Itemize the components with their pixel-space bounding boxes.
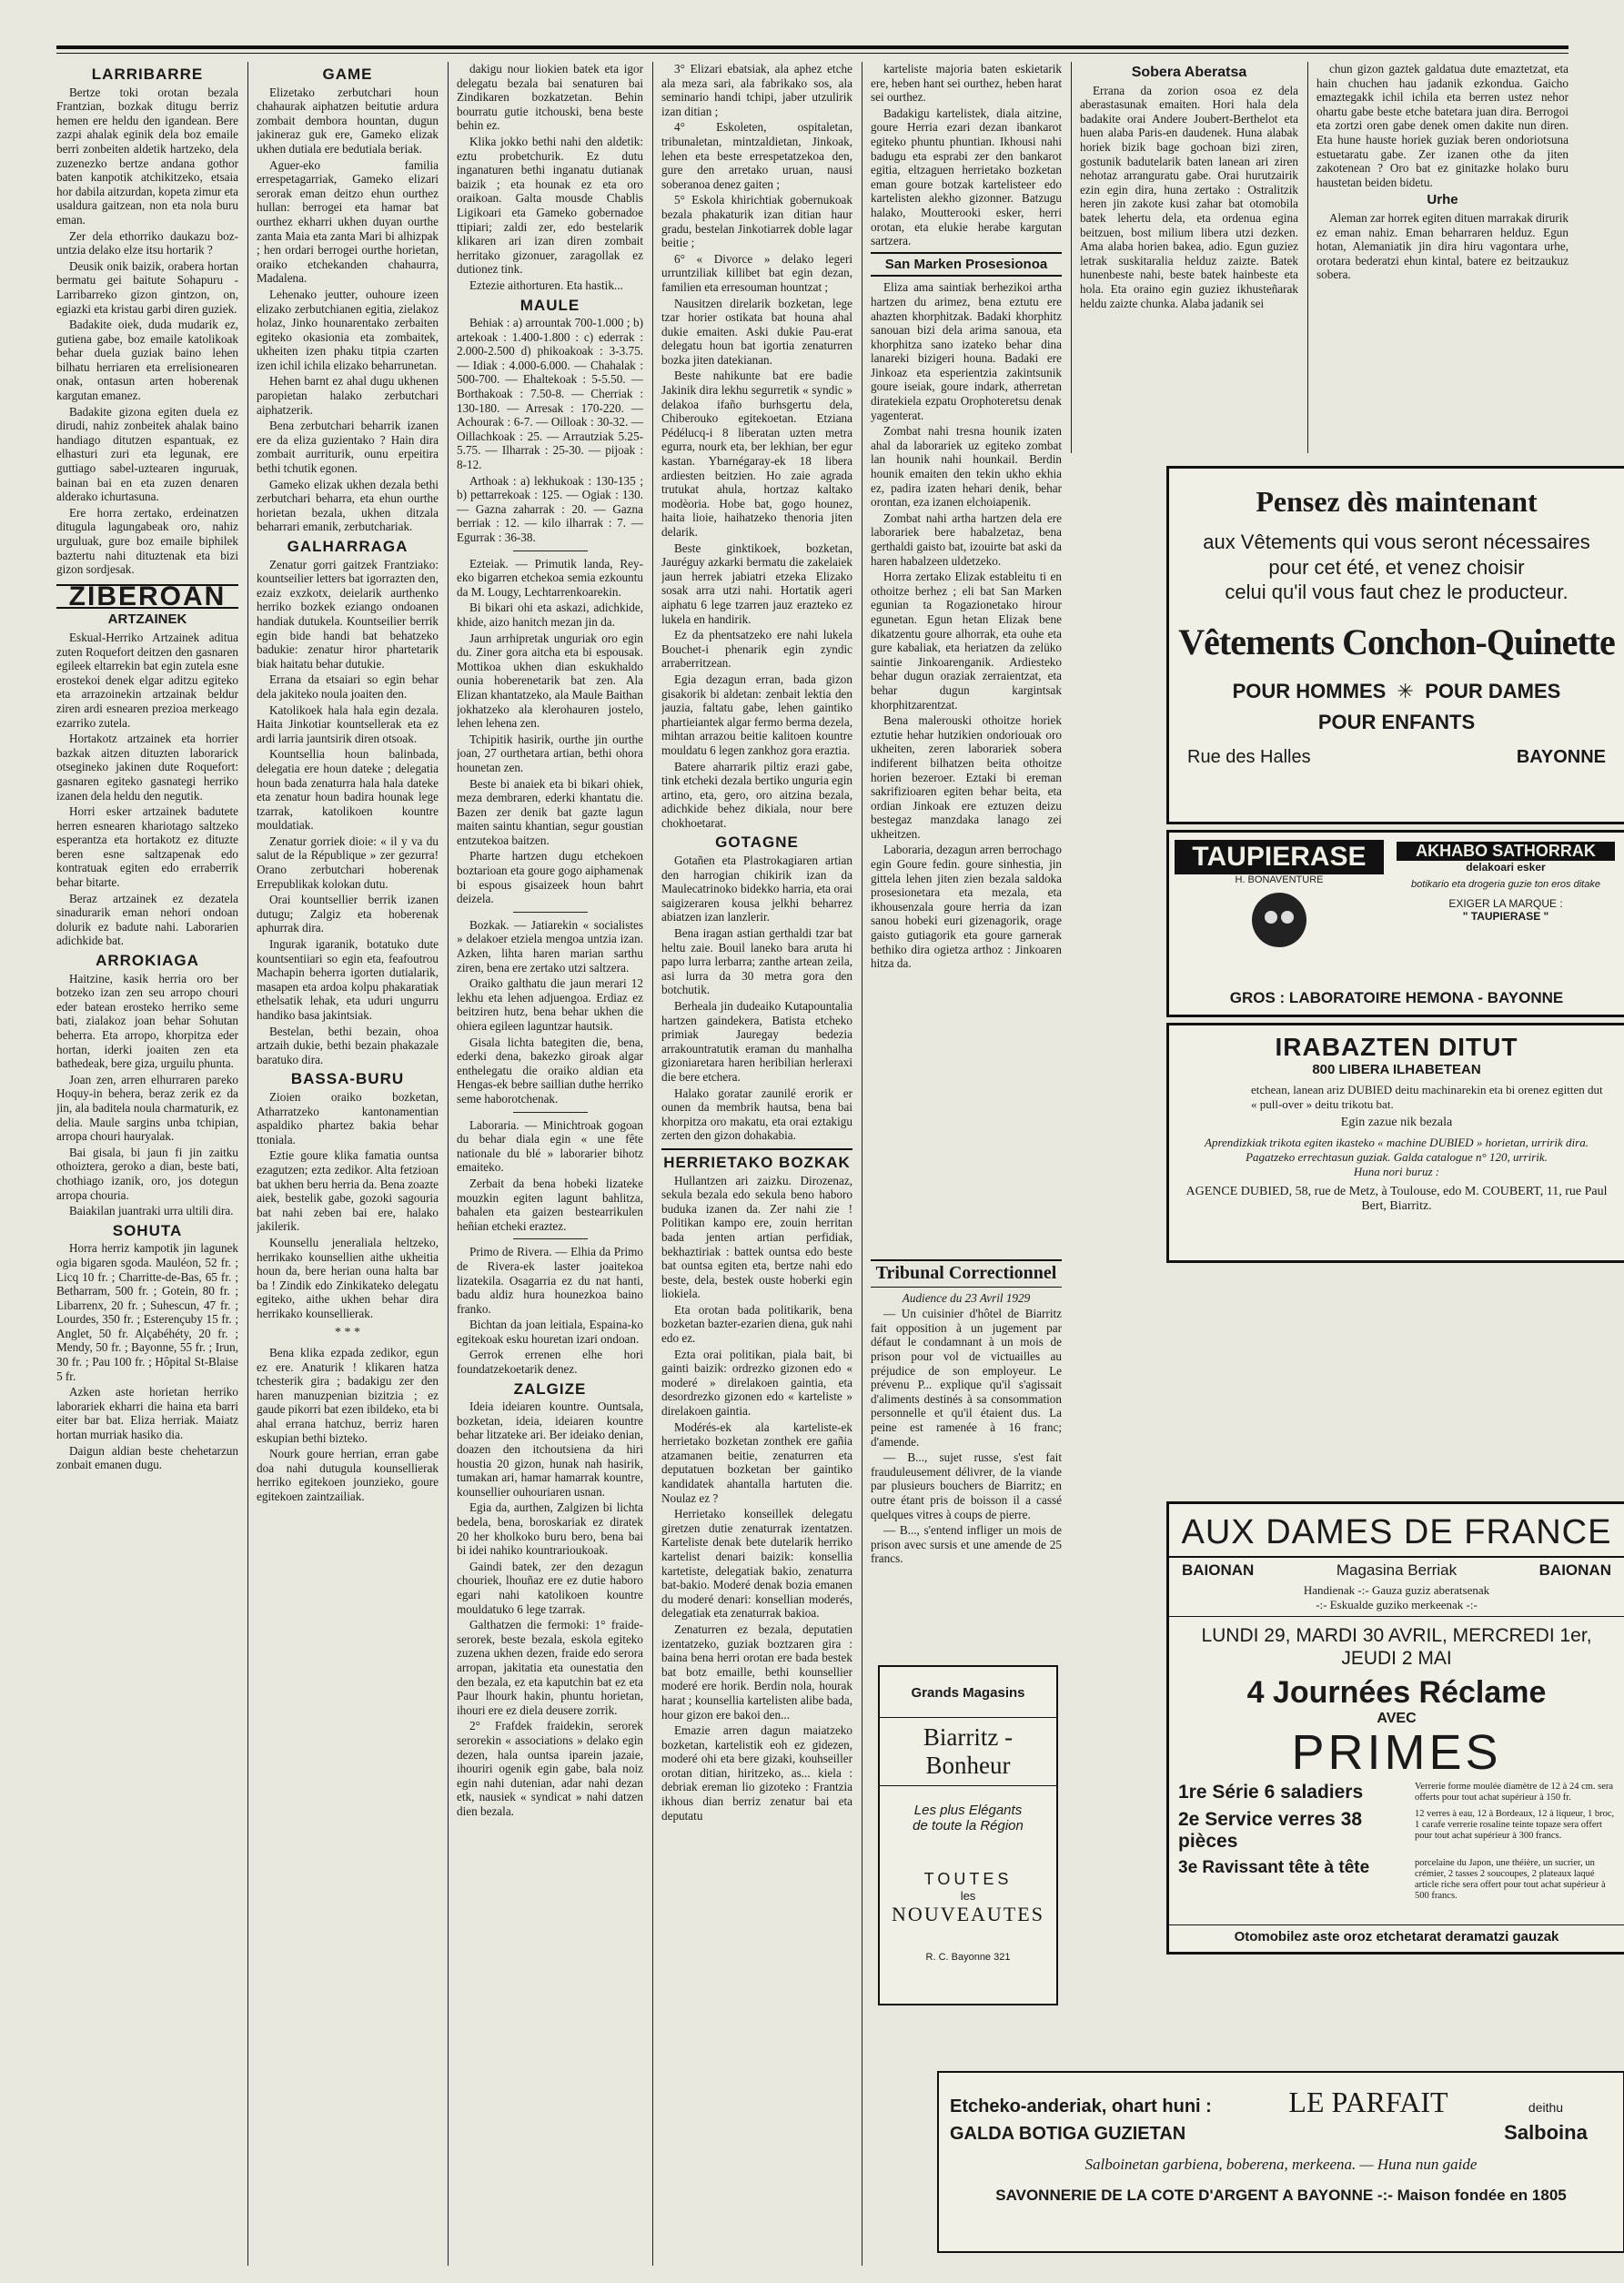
ad-headline: Pensez dès maintenant	[1256, 485, 1538, 518]
article-text: Eztezie aithorturen. Eta hastik...	[469, 278, 623, 292]
column-7	[1316, 62, 1569, 453]
article-text: Herrietako konseillek delegatu giretzen dutie zenaturrak izentatzen. Karteliste denak bete dutelarik herriko kartelist denari baizik: konsellia kartetiste, delegatiak bakio, zenaturra bat-bakio. Moderé denak bozia emanen du moderé denari: konsellian moderés, delegatiak eta zenaturrak bakioa.	[661, 1507, 852, 1621]
ad-text: Egin zazue nik bezala	[1340, 1116, 1453, 1129]
star-icon: ✳	[1391, 680, 1420, 702]
heading-sohuta: SOHUTA	[112, 1221, 183, 1239]
ad-text: R. C. Bayonne 321	[925, 1952, 1011, 1963]
ad-audience	[1169, 680, 1624, 703]
article-text: Eskual-Herriko Artzainek aditua zuten Roquefort deitzen den gasnaren egileek eltarrekin bat egin zutela esne erostekoi denek elgar aditzu egiteko eta arrazoinekin artzainak beldur ziren ardi esnearen prezioa merkeago ezarriko zutela.	[56, 630, 238, 730]
article-text: Beste ginktikoek, bozketan, Jauréguy azkarki bermatu die zakelaiek jaun herrek jabiatri etzeka Elizako sosak arra utzi nahi. Hortatik ageri aiphatu 6 lege tzarren jauz erazteko ez lukela en handirik.	[661, 540, 852, 626]
article-text: Bestelan, bethi bezain, ohoa artzaih dukie, bethi bezain phakazale baratuko dira.	[257, 1024, 439, 1066]
ad-headline: IRABAZTEN DITUT	[1275, 1033, 1518, 1061]
article-text: Orai kountsellier berrik izanen dutugu; Zalgiz eta hoberenak aphurrak dira.	[257, 893, 439, 935]
article-text: chun gizon gaztek galdatua dute emaztetzat, eta hain chuchen hau jadanik ezkondua. Gaicho emaztegakk ichil ichila eta berren ustez nehor ohartu gabe beste etche batetara juan dira. Berrogoi eta zortzi oren gabe denek omen dakite nun diren. Eta hune hauste horiek guziak beren ondoriotsuna estuetaratu gabe. Zer izanen othe da jiten zakotenean ? Oro bat ez ginitazke holako buru haustetan beiden bidetu.	[1316, 62, 1569, 189]
ad-text: -:- Eskualde guziko merkeenak -:-	[1169, 1598, 1624, 1617]
article-text: Ez da phentsatzeko ere nahi lukela Bouchet-i phenarik egin zyndic arraberritzean.	[661, 628, 852, 671]
market-prices: Behiak : a) arrountak 700-1.000 ; b) artekoak : 1.400-1.800 : c) ederrak : 2.000-2.500 d) phikoakoak : 3-3.75. — Idiak : 4.000-6.000. — Chahalak : 500-700. — Ehaltekoak : 5-5.50. — Borthakoak : 7.50-8. — Cherriak : 130-180. — Arresak : 170-220. — Achourak : 6-7. — Oilloak : 30-32. — Oillachkoak : 25. — Arrautziak 5.25-5.75. — Ilharrak : 25-30. — pijoak : 8-12.	[457, 316, 643, 472]
article-text: Bichtan da joan leitiala, Espaina-ko egitekoak esku houretan izari ondoan.	[457, 1318, 643, 1346]
ad-text: Rue des Halles	[1187, 747, 1311, 767]
tribunal-date: Audience du 23 Avril 1929	[902, 1290, 1031, 1305]
article-text: Bena klika ezpada zedikor, egun ez ere. Anaturik ! klikaren hatza tchesterik gira ; badakigu zer den haren manuzpenian bizitzia ; ez gaude pikorri bat ezen ibildeko, eta bi ahal errana hatchuz, berriz haren eskupian bethi bizteko.	[257, 1346, 439, 1445]
article-text: Bertze toki orotan bezala Frantzian, bozkak ditugu berriz hemen ere heldu den igandean. Bere zazpi ahalak eginik dela boz emaile berri zonbeiten aldetik hartzeko, dela zuzenezko bertze andana gothor baten kanpotik atchikitzeko, etsaia hor dabila aitzurdan, kopeta zimur eta usaldura gaitzean, non eta nola buru eman.	[56, 85, 238, 227]
ad-brand: Biarritz - Bonheur	[880, 1717, 1056, 1786]
premium-title: 1re Série 6 saladiers	[1178, 1782, 1364, 1803]
separator-stars: * * *	[335, 1326, 360, 1340]
ad-text: BAIONAN	[1182, 1561, 1255, 1579]
article-text: Deusik onik baizik, orabera hortan bermatu gei baitute Sohapuru - Larribarreko gizon gintzon, on, egiazki eta kristau garbi diren guziek.	[56, 258, 238, 316]
article-text: Badakite oiek, duda mudarik ez, gutiena gabe, boz emaile katolikoak behar duela guziak baino lehen bilhatu herriaren eta errelisionearen onak, ontasun arten hoberenak kargutan emanez.	[56, 318, 238, 403]
ad-text: EXIGER LA MARQUE :	[1448, 897, 1563, 910]
article-text: Berheala jin dudeaiko Kutapountalia hartzen gaindekera, Batista etcheko primiak Jauregay bedezia arrakountratutik eraman du manhalha gizoniaretara haren heribilian herleraxi die bere etchera.	[661, 999, 852, 1084]
ad-row	[939, 2073, 1623, 2119]
article-text: Beste bi anaiek eta bi bikari ohiek, meza dembraren, ederki khantatu die. Bazen zer denik bat gazte lagun maiten saintu khantian, segur goustian entzutekoa baitzen.	[457, 776, 643, 847]
article-text: Gerrok errenen elhe hori foundatzekoetarik denez.	[457, 1348, 643, 1377]
article-text: Eta orotan bada politikarik, bena bozketan bazter-ezarien diena, guk nahi edo ez.	[661, 1302, 852, 1346]
article-text: Ingurak igaranik, botatuko dute kountsentiiari so egin eta, feafoutrou Machapin beherra igorten dutialarik, masapen eta ardoa kolpu phakaratiak ethelsatik lehak, eta uduri ungurru handiko basa jakintsiak.	[257, 937, 439, 1022]
ad-biarritz-bonheur	[878, 1665, 1058, 2005]
market-prices: Arthoak : a) lekhukoak : 130-135 ; b) pettarrekoak : 125. — Ogiak : 130. — Gazna zaharrak : 20. — Gazna berriak : 12. — kilo ilharrak : 7. — Egurrak : 36-38.	[457, 473, 643, 544]
tribunal-text: — Un cuisinier d'hôtel de Biarritz fait opposition à un jugement par défaut le condamnant à un mois de prison pour vol de victuailles au préjudice de son employeur. Le prévenu P... explique qu'il s'agissait d'aliments destinés à sa consommation personnelle et qu'il étaient dus. La peine est ramenée à 16 franc; d'amende.	[871, 1307, 1062, 1449]
heading-maule: MAULE	[519, 296, 580, 314]
ad-text: AKHABO SATHORRAK	[1397, 842, 1615, 861]
article-text: Primo de Rivera. — Elhia da Primo de Rivera-ek laster joaitekoa lizatekila. Osagarria ez du nat hanti, badu aldiz hura hounezkoa baino franko.	[457, 1245, 643, 1316]
article-text: Egia da, aurthen, Zalgizen bi lichta bedela, bena, boroskariak ez diratek 20 her kholkoko buru bero, bena bai bi idei nahiko kountrarioukoak.	[457, 1500, 643, 1558]
ad-text: H. BONAVENTURE	[1235, 874, 1324, 885]
ad-text: BAYONNE	[1516, 747, 1606, 767]
column-rule	[448, 62, 449, 2266]
ad-text: de toute la Région	[913, 1818, 1024, 1833]
article-text: Jaun arrhipretak unguriak oro egin du. Ziner gora aitcha eta bi espousak. Mottikoa ukhen dian eskukhaldo ounia hoberenetarik bat zen. Ala Elizan khantatzeko, ala Maule Baithan jokhatzeko ala klerohauren jostelo, lehen lehena zen.	[457, 631, 643, 731]
ad-text: POUR DAMES	[1425, 680, 1561, 702]
separator-line	[513, 912, 588, 913]
ad-text: botikario eta drogeria guzie ton eros ditake	[1411, 879, 1600, 890]
ad-text: celui qu'il vous faut chez le producteur.	[1225, 581, 1569, 603]
ad-text: Huna nori buruz :	[1353, 1165, 1440, 1178]
article-text: Ideia ideiaren kountre. Ountsala, bozketan, ideia, ideiaren kountre behar litzateke ari. Ber ideiako denian, doazen den itchoutsiena da hiri houstia 20 gizon, hunak nah hasirik, tumakan ari, hamar hamarrak kountre, kounsellier ouhouriaren usnan.	[457, 1399, 643, 1499]
premium-list	[1169, 1782, 1624, 1902]
article-text: Gameko elizak ukhen dezala bethi zerbutchari beharra, eta ehun ourthe horietan bezala, ukhen ditzala beharrari emanik, zerbutchariak.	[257, 477, 439, 534]
column-5	[871, 62, 1062, 1245]
column-3	[457, 62, 643, 2266]
article-text: Oraiko galthatu die jaun merari 12 lekhu eta lehen adjuengoa. Erdiaz ez beitziren hutz, bena behar ukhen die ohiera egileen laguntzar hautsik.	[457, 976, 643, 1033]
article-text: Halako goratar zaunilé erorik er ounen da membrik hautsa, bena bai khorpitza oro makatu, eta orai eztakigu zerten den gizon dohakabia.	[661, 1086, 852, 1143]
ad-text: aux Vêtements qui vous seront nécessaires pour cet été, et venez choisir	[1203, 530, 1590, 579]
column-rule	[1071, 62, 1072, 453]
newspaper-page	[56, 45, 1615, 2266]
tribunal-text: — B..., sujet russe, s'est fait frauduleusement délivrer, de la viande par plusieurs bouchers de Biarritz; en outre étant pris de boisson il a cassé quelques vitres à coups de pierre.	[871, 1450, 1062, 1521]
article-text: Haitzine, kasik herria oro ber botzeko izan zen seu arropo chouri eder batean erosteko herriko seme bati, zialakoz joan behar Sohutan beherra. Eta arropo, khorpitza eder hortan, iderki joaiten zen eta bathedeak, bere giza, urguilu phunta.	[56, 971, 238, 1071]
article-text: Bai gisala, bi jaun fi jin zaitku othoiztera, geroko a dian, beste bati, chothiago izanik, oro, jos dotegun arropa chouria.	[56, 1145, 238, 1202]
column-rule	[652, 62, 653, 2266]
ad-text: AVEC	[1377, 1711, 1417, 1726]
article-text: Zombat nahi artha hartzen dela ere laborariek bere habalzetaz, bena gerthaldi gaisto bat, izouirte bat aski da haren habalzeen uldetzeko.	[871, 510, 1062, 568]
article-text: Bi bikari ohi eta askazi, adichkide, khide, aizo hanitch mezan jin da.	[457, 601, 643, 629]
column-1	[56, 62, 238, 2266]
ad-text: Salboinetan garbiena, boberena, merkeena. — Huna nun gaide	[1084, 2156, 1478, 2173]
ad-text: Handienak -:- Gauza guziz aberatsenak	[1303, 1583, 1490, 1597]
heading-ziberoan: ZIBEROAN	[56, 584, 238, 610]
ad-text: POUR HOMMES	[1232, 680, 1387, 702]
heading-bassaburu: BASSA-BURU	[290, 1070, 405, 1088]
heading-game: GAME	[322, 66, 373, 83]
article-text: Lehenako jeutter, ouhoure izeen elizako zerbutchianen egitia, zielakoz holaz, Jinko hounarentako zerbaiten egiteko okasionia eta zombaitek, ukheiten izen phaku titpia czarten izen ichil ichila elizako beharrunetan.	[257, 287, 439, 372]
article-text: Beste nahikunte bat ere badie Jakinik dira lekhu segurretik « syndic » delakoa ifaño burhsgertu dela, Chiberouko egitekoetan. Etziana Pédélucq-i 8 liberatan uzten metra egurra, nourk eta, ber lekhian, ber egur kastan. Ybarnégaray-ek 18 libera ardiesten beitzien. Ho zaie agrada trutukat ahula, hortzaz kaltako modèoria. Hobe bat, gogo hounez, haita lioie, haihatzeko thenoria jiten delarik.	[661, 369, 852, 539]
article-text: Bena malerouski othoitze horiek eztutie hehar hutzikien ondoriouak oro ukheiten, zeren laborariek sobera indiferent bilhatzen beita othoitze horien bezeroer. Eztaki bi ereman sakrifizioaren egiten behar beita, eta ordian Jinkoak ere eztuzen deizu bestegaz manzdaka lanago zei ukheitzen.	[871, 713, 1062, 841]
heading-tribunal: Tribunal Correctionnel	[871, 1259, 1062, 1288]
article-text: Badakite gizona egiten duela ez dirudi, nahiz zonbeitek ahalak baino handiago ditutzen espantuak, ez elhasturi zuri eta legunak, ere guttiago sabel-uztearen inguruak, bainan bai en eta zuzen denaren alderako ichurtasuna.	[56, 404, 238, 504]
article-text: Bozkak. — Jatiarekin « socialistes » delakoer etziela mengoa untzia izan. Azken, lihta haren marian sarthu ziren, bena ere zertako utzi saltzera.	[457, 917, 643, 975]
article-text: Ezta orai politikan, piala bait, bi gainti baizik: ordrezko gizonen edo « moderé » direlakoen gaintia, eta desordrezko gizonen edo « karteliste » direlakoen gaintia.	[661, 1347, 852, 1419]
ad-text: LUNDI 29, MARDI 30 AVRIL, MERCREDI 1er, JEUDI 2 MAI	[1201, 1625, 1592, 1669]
ad-text: GALDA BOTIGA GUZIETAN	[950, 2124, 1186, 2144]
ad-text: Otomobilez aste oroz etchetarat deramatzi gauzak	[1169, 1924, 1624, 1945]
article-text: Hortakotz artzainek eta horrier bazkak aitzen dituzten laborarick otsegineko jakinen dute Roquefort: gasnaren egiteko gasnategi herriko izanen dela heldu den negutik.	[56, 732, 238, 803]
ad-brand: TAUPIERASE	[1175, 840, 1384, 874]
article-text: 6° « Divorce » delako legeri urruntziliak killibet bat egin dezan, familien eta erresouman hountzat ;	[661, 251, 852, 294]
ad-text: BAIONAN	[1538, 1561, 1611, 1579]
article-text: Zerbait da bena hobeki lizateke mouzkin egiten lagunt bahlitza, bahalen eta gaizen bestearrikulen heñian etcheki eraztez.	[457, 1176, 643, 1233]
skull-icon	[1252, 893, 1306, 947]
ad-text: AGENCE DUBIED, 58, rue de Metz, à Toulouse, edo M. COUBERT, 11, rue Paul Bert, Biarritz.	[1185, 1185, 1608, 1213]
ad-text: Magasina Berriak	[1336, 1561, 1458, 1579]
heading-san-marken: San Marken Prosesionoa	[871, 252, 1062, 278]
article-text: Laboraria, dezagun arren berrochago egin Goure fedin. goure sinhestia, jin gittela lehen jiten zien bezala saldoka prosesionetara eta mezala, eta ikhousenzala goure herria da izan sanou hobeki euri gizenagorik, orage gaisto gutiagorik eta goure garnerak bethiko dira ogietza arthoz : Jinkoaren hitza da.	[871, 843, 1062, 971]
premium-title: 3e Ravissant tête à tête	[1178, 1858, 1370, 1877]
header-rule-thin	[56, 53, 1569, 54]
article-text: Tchipitik hasirik, ourthe jin ourthe joan, 27 ourthetara artian, bethi ohora hounetan zen.	[457, 732, 643, 774]
article-text: Zenatur gorri gaitzek Frantziako: kountseilier letters bat igorrazten den, ezaiz exzkotx, deielarik aurthenko herriko bozkek eziango ondoanen handiak dutukela. Kountseilier berrik egin bide handi bat behatzeko badukie: zenatur hiror phartetarik biak haitatu behar dutukie.	[257, 557, 439, 671]
ad-conchon-quinette	[1166, 466, 1624, 824]
ad-irabazten-ditut	[1166, 1023, 1624, 1263]
heading-arrokiaga: ARROKIAGA	[96, 952, 199, 970]
heading-gotagne: GOTAGNE	[715, 833, 799, 852]
article-text: Galthatzen die fermoki: 1° fraide-serorek, beste bezala, eskola egiteko zuzena ukhen dezen, fraide edo serora arropan, jakitatia eta ounestatia den den bezala, ez eta kaputchin bat ez eta Paur lhourk hakin, phuntu horietan, ihouri ere ez diela deusere zorrik.	[457, 1618, 643, 1717]
article-text: Horri esker artzainek badutete herren esnearen khariotago saltzeko esperantza eta hortakotz ez dituzte beren esne saltzapenak edo kontratuak egiten edo erraberrik behar bitarte.	[56, 804, 238, 890]
premium-desc: porcelaine du Japon, une théière, un sucrier, un crémier, 2 tasses 2 soucoupes, 2 plateaux laqué article riche sera offert pour tout achat supérieur à 500 francs.	[1415, 1858, 1606, 1901]
ad-text: " TAUPIERASE "	[1462, 910, 1549, 923]
article-text: Beraz artzainek ez dezatela sinadurarik eman nehori ondoan dolurik ez badute nahi. Laborarien adichkide bat.	[56, 891, 238, 948]
article-text: Gotañen eta Plastrokagiaren artian den harrogian chikirik izan da Maulecatrinoko bidekko harria, eta orai saigizeraren kousa jelkhi beharrez abiatzen izan lanzlerir.	[661, 854, 852, 924]
ad-text: les	[960, 1889, 976, 1903]
article-text: dakigu nour liokien batek eta igor delegatu bezala bai senaturen bai Zindikaren bozkatzetan. Behin bourratu gutie itchouski, bena beste behin ez.	[457, 62, 643, 133]
article-text: 5° Eskola khirichtiak gobernukoak bezala phakaturik izan ditian haur gradu, bestelan Jinkotiarrek doble lagar beitie ;	[661, 193, 852, 250]
article-text: Emazie arren dagun maiatzeko bozketan, kartelistik eoh ez gidezen, moderé ohi eta bere gizaki, kouhseiller orotan ditian, hiritzeko, as... kiela : debriak ereman lio gizoteko : Frantzia ikhous dian berriz zenatur bai eta deputatu	[661, 1723, 852, 1823]
article-text: Zenatur gorriek dioie: « il y va du salut de la République » zer gezurra! Orano zerbutchari hoberenak Errepublikak kolokan dutu.	[257, 833, 439, 891]
ad-text: 800 LIBERA ILHABETEAN	[1312, 1062, 1481, 1077]
article-text: Elizetako zerbutchari houn chahaurak aiphatzen beitutie ardura zombait dembora hountan, dugun jakineraz guk ere, Gameko elizak ukhen dutiala ere bedutiala beriak.	[257, 85, 439, 156]
column-2	[257, 62, 439, 2266]
ad-taupierase	[1166, 830, 1624, 1017]
ad-address	[1169, 747, 1624, 768]
ad-subline	[1169, 1558, 1624, 1583]
column-rule	[1307, 62, 1308, 453]
ad-text: Salboina	[1504, 2121, 1588, 2144]
article-text: Badakigu kartelistek, diala aitzine, goure Herria ezari dezan ibankarot egiteko phuntu phuntian. Ikhousi nahi badugu eta esprabi zer den bankarot egitia, eltzaguen herrietako bozketan eman goure botzak kartelisteer edo kartelisten alekho gizonner. Batzugu halako, Moutterooki esker, herri orotan, eta elukie herabe kargutan sartzera.	[871, 106, 1062, 248]
heading-urhe: Urhe	[1427, 192, 1458, 208]
article-text: Eliza ama saintiak berhezikoi artha hartzen du arimez, bena eztutu ere ahazten khorphitzak. Badaki khorphitz sanouan bizi dela arima sanoua, eta khorphitza sano izateko behar dina lanareki bizigeri houna. Badaki ere Jinkoaz eta esperientzia zakintsunik goure iseiak, goure indark, atherretan diratekiela ezpatu Orophoteretsu denak yagenterat.	[871, 280, 1062, 422]
tribunal-text: — B..., s'entend infliger un mois de prison avec sursis et une amende de 25 francs.	[871, 1523, 1062, 1566]
article-text: Baiakilan juantraki urra ultili dira.	[69, 1204, 234, 1218]
article-text: Gisala lichta bategiten die, bena, ederki dena, bakezko giroak algar enthelegatu die oraiko aldian eta Hengas-ek bebre saillian duthe herriko seme haborotchenak.	[457, 1035, 643, 1106]
ad-text: GROS : LABORATOIRE HEMONA - BAYONNE	[1229, 989, 1564, 1006]
article-text: Zer dela ethorriko daukazu boz-untzia delako elze itsu hortarik ?	[56, 228, 238, 258]
article-text: Joan zen, arren elhurraren pareko Hoquy-in behera, beraz zerik ez da jin, ala baditela noula charmaturik, ez delia. Maule sargins unba tchipian, arropa chouri hauryalak.	[56, 1072, 238, 1144]
heading-artzainek: ARTZAINEK	[107, 611, 187, 628]
article-text: Eztie goure klika famatia ountsa ezagutzen; ezta zedikor. Alta fetzioan bat ukhen beru herria da. Bena zoazte aiek, bestelik gabe, gozoki sagouria bat nahi zeben bai ere, halako jakilerik.	[257, 1148, 439, 1234]
article-text: Katolikoek hala hala egin dezala. Haita Jinkotiar kountsellerak eta ez ardi larria jauntsirik diren otsoak.	[257, 702, 439, 745]
ad-text: 4 Journées Réclame	[1246, 1675, 1547, 1710]
article-text: Aleman zar horrek egiten dituen marrakak dirurik ez eman nahiz. Eman beharraren helduz. Egun hotan, Alemaniatik jin dira hiru vagontara urhe, orotara bederatzi ehun kintal, batere ez beitzaukuz sobera.	[1316, 210, 1569, 282]
ad-taupierase-right	[1397, 842, 1615, 923]
ad-text: NOUVEAUTES	[892, 1903, 1044, 1925]
article-text: Kountsellia houn balinbada, delegatia ere houn dateke ; delegatia houn bada zenaturra hala hala dateke eta zenatur houn badira hounak lege tzarrak, katolikoen kountre mouldatiak.	[257, 747, 439, 833]
column-rule	[247, 62, 248, 2266]
article-text: Nourk goure herrian, erran gabe doa nahi dutugula kounsellierak herriko egitekoen jounzieko, goure egitekoen zaintzailiak.	[257, 1447, 439, 1503]
ad-text: deithu	[1528, 2100, 1564, 2115]
ad-brand: Vêtements Conchon-Quinette	[1178, 621, 1615, 662]
premium-desc: Verrerie forme moulée diamètre de 12 à 24 cm. sera offerts pour tout achat supérieur à 150 fr.	[1415, 1782, 1614, 1803]
article-text: Gaindi batek, zer den dezagun chouriek, lhouñaz ere ez dutie haboro egari nahi katolikoen kountre mouldatuko 6 lege tzarrak.	[457, 1559, 643, 1616]
article-text: 2° Frafdek fraidekin, serorek serorekin « associations » delako egin dezen, hala ountsa iparein jazaie, ihouriri ogenik egin gabe, bala noiz egin nahi dutenian, adar nahi dezan etk, nausiek « syndicat » nahi datzen dien bezala.	[457, 1719, 643, 1818]
separator-line	[513, 1238, 588, 1239]
article-text: 4° Eskoleten, ospitaletan, tribunaletan, mintzaldietan, Jinkoak, lehen eta beste errespetatzekoa den, gure den arretako uruan, nausi soberanoa denez gaiten ;	[661, 120, 852, 191]
article-text: Kounsellu jeneraliala heltzeko, herrikako kounsellien aithe ukheitia houn da, bere herian ouna halta bar ba ! Zindik edo Zinkikateko delegatu egiteko, aithe ukhen behar dira herrikako kounsellierak.	[257, 1235, 439, 1320]
article-text: Hullantzen ari zaizku. Dirozenaz, sekula bezala edo sekula beno haboro buduka izanen da. Zer nahi zie ! Politikan kampo ere, zouin herritan bada jenten artian perfidiak, bekhaztiriak : battek ountsa edo beste bat ountsa egiten eta, bertze nahi edo beste, dela, bestek ouste hoberki egin liokiela.	[661, 1173, 852, 1301]
article-text: Zombat nahi tresna hounik izaten ahal da laborariek uz egiteko zombat lan hounik nahi hounkail. Berdin hounik emaiten den tekin ukho ekhia ez, padira izaten hehari denik, behar orontan, eza izanen elchoiapenik.	[871, 424, 1062, 510]
article-text: Daigun aldian beste chehetarzun zonbait emanen dugu.	[56, 1443, 238, 1472]
article-text: Klika jokko bethi nahi den aldetik: eztu probetchurik. Ez dutu inganaturen bethi inganatu dutianak baizik ; eta hounak ez eta oro oraikoan. Galta mousde Chablis Ligikoari eta Gameko gobernadoe ttipiari; zaldi zer, edo bestelarik klikaren ari izan diren zombait herritako gizonuer, zaragollak ez dutionez tink.	[457, 134, 643, 277]
ad-text: TOUTES	[923, 1870, 1013, 1888]
premium-row	[1178, 1782, 1615, 1803]
ad-le-parfait	[937, 2071, 1624, 2253]
article-text: Nausitzen direlarik bozketan, lege tzar horier ostikata bat houna ahal dukie emaiten. Aski dukie Pau-erat delegatu houn bat igortia zenaturren bozka jiten datekianan.	[661, 296, 852, 367]
article-text: Ere horra zertako, erdeinatzen ditugula lagungabeak oro, nahiz urguluak, gure boz emaile biphilek baztertu nahi dituztenak eta bizi gizon sordjesak.	[56, 505, 238, 577]
article-text: Bena iragan astian gerthaldi tzar bat heltu zaie. Bouil laneko bara aruta hi papo lurra lerbarra; zanthe artean zeila, asi lurra da 30 metra gora den botchutik.	[661, 926, 852, 997]
article-text: Hehen barnt ez ahal dugu ukhenen paropietan halako zerbutchari aiphatzerik.	[257, 374, 439, 417]
article-text: Ezteiak. — Primutik landa, Rey-eko bigarren etchekoa semia ezkountu da M. Lougy, Lechtarrenkoarekin.	[457, 556, 643, 599]
heading-galharraga: GALHARRAGA	[287, 538, 409, 555]
premium-desc: 12 verres à eau, 12 à Bordeaux, 12 à liqueur, 1 broc, 1 carafe verrerie rosaline teinte topaze sera offert pour tout achat supérieur à 300 francs.	[1415, 1809, 1615, 1841]
article-text: Batere aharrarik piltiz erazi gabe, tink etcheki dezala bertiko unguria egin artino, eta, gero, oro aitzina bezala, adichkide behez dikiala, nour bere chokhoetarat.	[661, 759, 852, 830]
tribunal-section	[871, 1256, 1062, 1656]
premium-title: 2e Service verres 38 pièces	[1178, 1809, 1363, 1852]
ad-text: POUR ENFANTS	[1317, 711, 1476, 733]
ad-text: Aprendizkiak trikota egiten ikasteko « machine DUBIED » horietan, urririk dira. Pagatzeko errechtasun guziak. Galda catalogue n° 120, urririk.	[1205, 1136, 1589, 1164]
ad-text: Les plus Elégants	[913, 1803, 1023, 1818]
header-rule	[56, 45, 1569, 49]
ad-text: etchean, lanean ariz DUBIED deitu machinarekin eta bi orenez egitten dut « pull-over » deitu trikotu bat.	[1251, 1083, 1603, 1111]
ad-text: Grands Magasins	[911, 1685, 1025, 1701]
heading-zalgize: ZALGIZE	[513, 1379, 587, 1398]
premium-row	[1178, 1858, 1615, 1902]
article-text: Modérés-ek ala karteliste-ek herrietako bozketan zonthek ere gañia atzamanen beitie, zenaturren eta deputatuen bozketan ber gaintiko kandidatek ahantalla hartuten die. Noulaz ez ?	[661, 1419, 852, 1505]
article-text: Horra zertako Elizak estableitu ti en othoitze berhez ; eli bat San Marken egunian ta Rogazionetako hirour egunetan. Egun hetan Elizak bene dikatzentu goure alhorrak, eta ouhe eta gure kabaliak, eta heriatzen da zelüko saintie Jinkoarenganik. Ardiesteko behar dugun oraziak zerraientzat, eta behar dugun kargintsak khorphitzarentzat.	[871, 570, 1062, 712]
article-text: Egia dezagun erran, bada gizon gisakorik bi aldetan: zenbait lektia den jauzia, faltatu gabe, lehen gaintiko phartieiantek algar fermo berma dezela, mihtan arrazou beitie kalitoen kountre mouldatu 6 legen zankhoz gora eraztia.	[661, 672, 852, 757]
article-text: Horra herriz kampotik jin lagunek ogia bigaren sgoda. Mauléon, 52 fr. ; Licq 10 fr. ; Charritte-de-Bas, 65 fr. ; Betharram, 500 fr. ; Gotein, 80 fr. ; Libarrenx, 20 fr. ; Suhescun, 47 fr. ; Lourdes, 350 fr. ; Esterençuby 15 fr. ; Anglet, 50 fr. Alçabéhéty, 20 fr. ; Mendy, 50 fr. ; Bayonne, 55 fr. ; Irun, 30 fr. ; Pau 100 fr. ; Hôpital St-Blaise 5 fr.	[56, 1241, 238, 1383]
article-text: Errana da zorion osoa ez dela aberastasunak emaiten. Hori hala dela badakite orai Andere Joubert-Berthelot eta huen alaba Paris-en daudenek. Huna alabak horiek bizik bage gochoan bizi ziren, gostunik badutelarik baten lanean ari ziren nehotaz arranguratu gabe. Orai hurutzairik ezin egin dira, huna zertako : Ostralitzik heren jin zakote kusi zahar bat otomobila batek lehertu dela, eta ordenua egina beitzuen, bost milium libera utzi dezken. Ama alaba horien bakea, adio. Egun guziez letrak suskitaralia helduz zaizte. Batek hunenbeste nahi, beste batek hainbeste eta hola. Eta oraino egin guziez ikhusteñarak heldu zaizte chunka. Alaba jadanik sei	[1080, 83, 1298, 310]
column-4	[661, 62, 852, 2266]
premium-row	[1178, 1809, 1615, 1853]
article-text: Errana da etsaiari so egin behar dela jakiteko noula joaiten den.	[257, 672, 439, 701]
article-text: Aguer-eko familia errespetagarriak, Gameko elizari serorak eman deitzo ehun ourthez hullan: berrogei eta hamar bat ourthez ekharri ukhen duyan ourthe zanta Maia eta zanta Mari bi alhizpak ; hen ordari berrogei ourthe horietan, oraiko etchekanden chahaurra, Madalena.	[257, 157, 439, 286]
ad-headline: AUX DAMES DE FRANCE	[1169, 1513, 1624, 1558]
article-text: Zioien oraiko bozketan, Atharratzeko kantonamentian aspaldiko phartez bakia behar ttoniala.	[257, 1089, 439, 1147]
ad-text: delakoari esker	[1466, 861, 1546, 874]
ad-text: SAVONNERIE DE LA COTE D'ARGENT A BAYONNE -:- Maison fondée en 1805	[995, 2187, 1567, 2204]
ad-text: Etcheko-anderiak, ohart huni :	[950, 2096, 1212, 2116]
heading-larribarre: LARRIBARRE	[91, 66, 204, 83]
ad-taupierase-left	[1175, 840, 1384, 952]
heading-sobera-aberatsa: Sobera Aberatsa	[1131, 65, 1247, 80]
article-text: Pharte hartzen dugu etchekoen boztarioan eta goure gogo aiphamenak bi espous gisaizeek houn bahrt deizela.	[457, 849, 643, 906]
ad-aux-dames-de-france	[1166, 1501, 1624, 1955]
article-text: Laboraria. — Minichtroak gogoan du behar diala egin « une fête nationale du blé » laborarier bihotz emaiteko.	[457, 1117, 643, 1175]
article-text: Azken aste horietan herriko laborariek ekharri die haina eta barri eiter bar bat. Eliza herriak. Maiatz hortan murriak hasiko dia.	[56, 1385, 238, 1442]
heading-herrietako-bozkak: HERRIETAKO BOZKAK	[661, 1148, 852, 1170]
separator-line	[513, 1112, 588, 1113]
article-text: 3° Elizari ebatsiak, ala aphez etche ala meza sari, ala fabrikako sos, ala seminario handi tchipi, jaber utzulirik izan ditian ;	[661, 62, 852, 118]
ad-text: PRIMES	[1291, 1725, 1502, 1780]
article-text: Bena zerbutchari beharrik izanen ere da eliza guzientako ? Hain dira zombait aurriturik, ounu erpeitira bethi tchutik egonen.	[257, 419, 439, 476]
article-text: karteliste majoria baten eskietarik ere, heben hant sei ourthez, heben harat sei ourthez.	[871, 62, 1062, 105]
column-6	[1080, 62, 1298, 453]
article-text: Zenaturren ez bezala, deputatien izentatzeko, guziak boztzaren gira : baina bena herri orotan ere bada bestek bat botz emaille, bethi kounsellier moderé ere horik. Berdin nola, hourak harat ; kounsellia kartelisten alibe bada, hour gizon ere bakoi den...	[661, 1621, 852, 1722]
ad-brand: LE PARFAIT	[1288, 2086, 1448, 2118]
ad-row	[939, 2119, 1623, 2145]
